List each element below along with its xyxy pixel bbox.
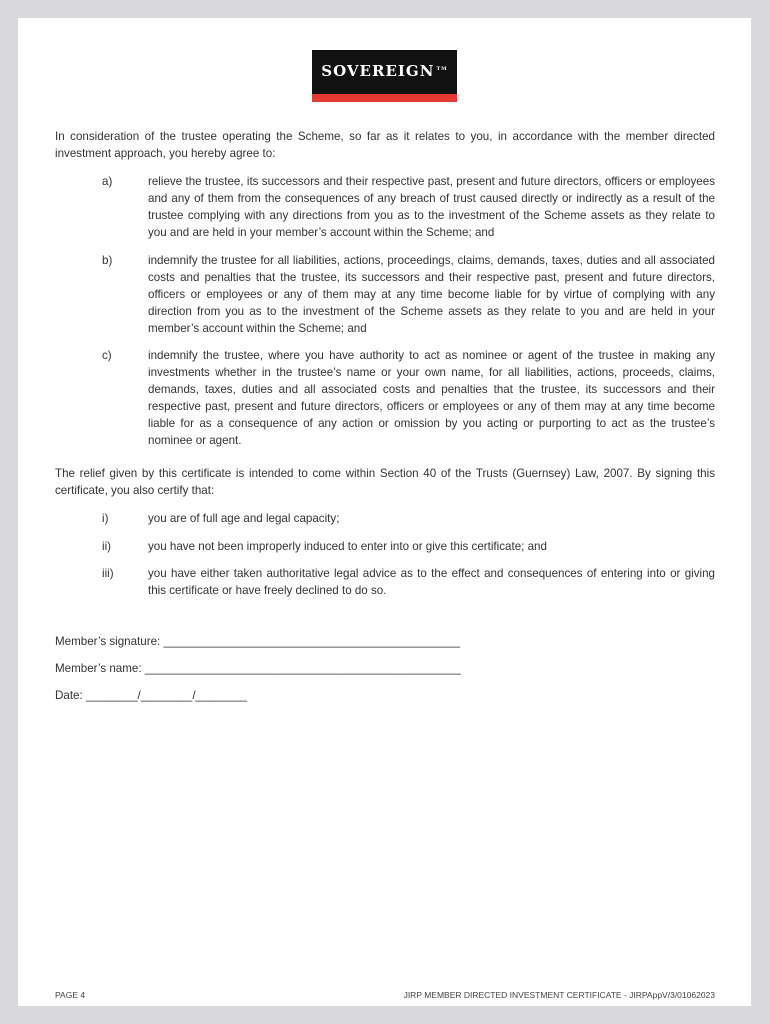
sovereign-logo [312,50,457,102]
item-label: i) [102,512,109,525]
item-label: a) [102,175,113,188]
item-label: iii) [102,567,114,580]
item-text: you are of full age and legal capacity; [148,512,340,525]
member-signature-line: Member’s signature: ______________________________________________ [55,635,461,648]
item-label: c) [102,349,112,362]
item-label: b) [102,254,113,267]
item-label: ii) [102,540,112,553]
logo-wordmark [312,62,457,80]
document-page [18,18,751,1006]
member-name-line: Member’s name: _________________________________________________ [55,662,461,675]
logo-word: SOVEREIGN [321,62,435,80]
logo-red-band [312,94,457,102]
relief-paragraph: The relief given by this certificate is intended to come within Section 40 of the Trusts (Guernsey) Law, 2007. By signing this certificate, you also certify that: [55,467,715,497]
footer-page-number: PAGE 4 [55,990,86,1000]
date-line: Date: ________/________/________ [55,689,248,702]
item-text: you have either taken authoritative legal advice as to the effect and consequences of entering into or giving this certificate or have freely declined to do so. [148,567,715,597]
footer-document-code: JIRP MEMBER DIRECTED INVESTMENT CERTIFICATE - JIRPAppV/3/01062023 [403,990,715,1000]
logo-tm: TM [436,66,448,72]
intro-paragraph: In consideration of the trustee operating the Scheme, so far as it relates to you, in accordance with the member directed investment approach, you hereby agree to: [55,130,715,160]
item-text: relieve the trustee, its successors and their respective past, present and future directors, officers or employees and any of them from the consequences of any breach of trust caused directly or indirectly as a result of the trustee complying with any directions from you as to the investment of the Scheme assets as they relate to you and are held in your member’s account within the Scheme; and [148,175,715,239]
item-text: you have not been improperly induced to enter into or give this certificate; and [148,540,547,553]
item-text: indemnify the trustee, where you have authority to act as nominee or agent of the trustee in making any investments whether in the trustee’s name or your own name, for all liabilities, actions, proceeds, claims, demands, taxes, duties and all associated costs and penalties that the trustee, its successors and their respective past, present and future directors, officers or employees or any of them may at any time become liable for as a consequence of any action or omission by you acting or purporting to act as the trustee’s nominee or agent. [148,349,715,447]
item-text: indemnify the trustee for all liabilities, actions, proceedings, claims, demands, taxes, duties and all associated costs and penalties that the trustee, its successors and their respective past, present and future directors, officers or employees or any of them may at any time become liable for by virtue of complying with any direction from you as to the investment of the Scheme assets as they relate to you and are held in your member’s account within the Scheme; and [148,254,715,335]
